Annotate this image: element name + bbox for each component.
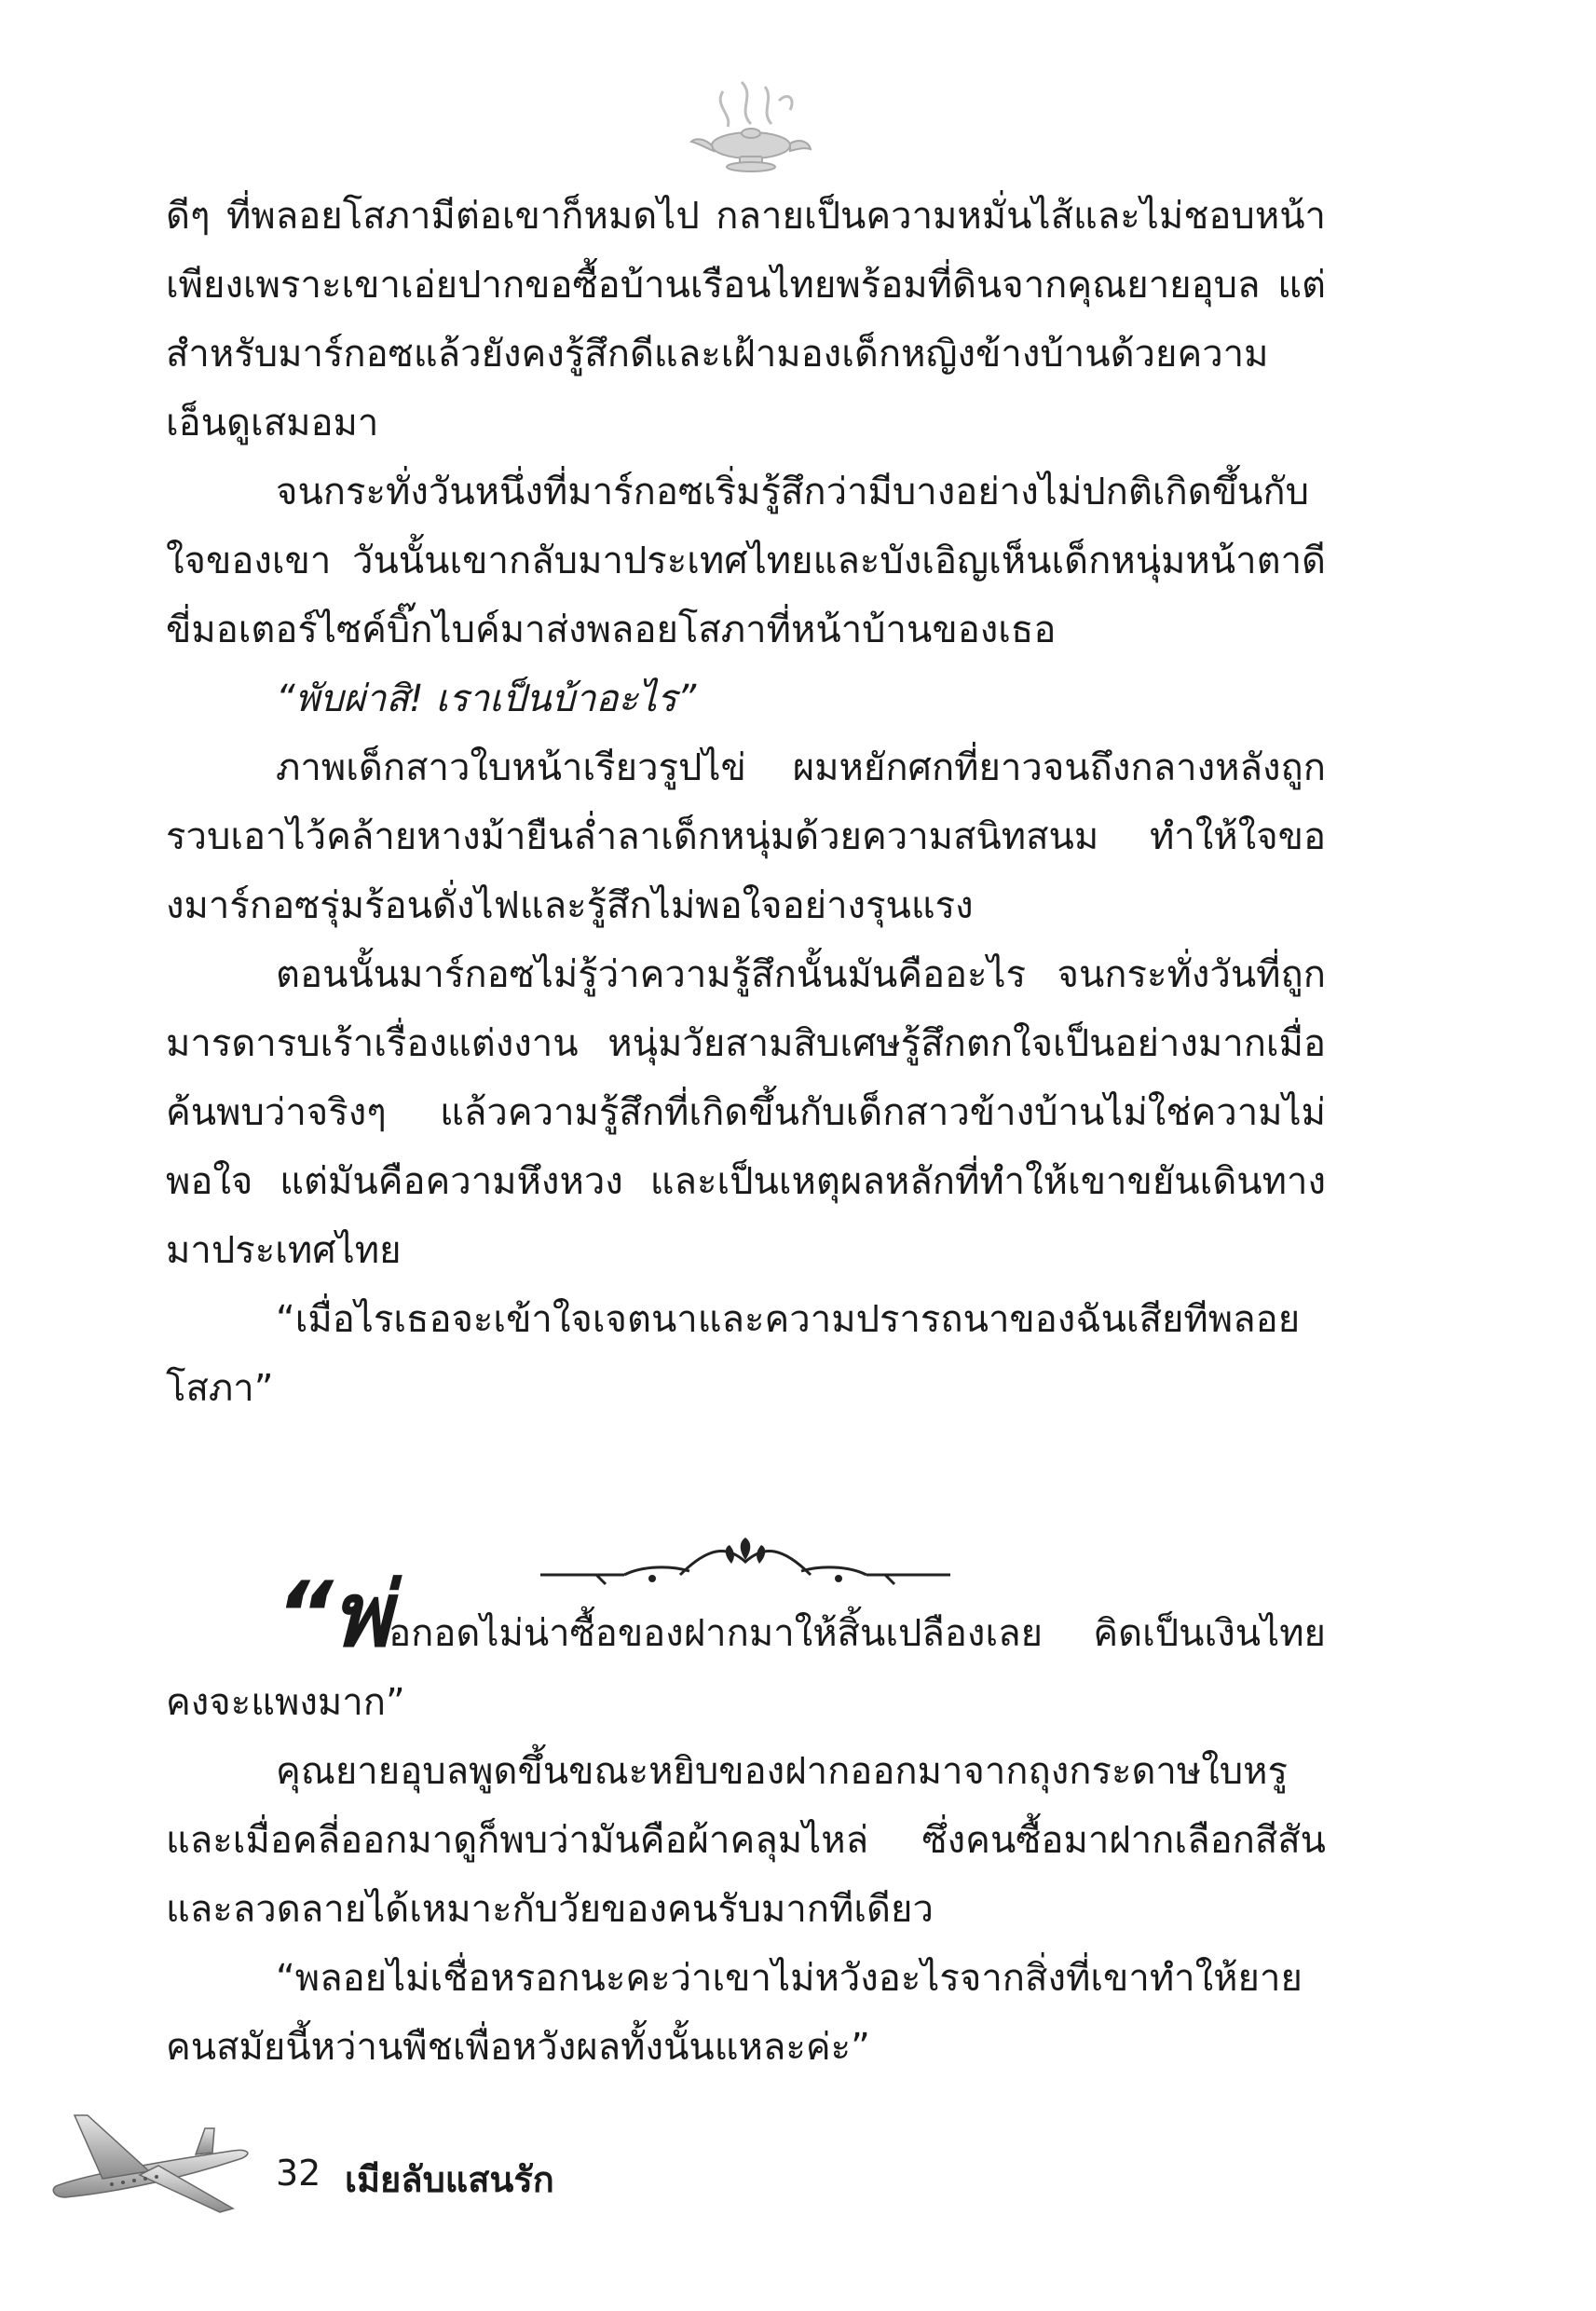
paragraph-2: จนกระทั่งวันหนึ่งที่มาร์กอซเริ่มรู้สึกว่ามีบางอย่างไม่ปกติเกิดขึ้นกับใจของเขา วันนั้นเขากลับมาประเทศไทยและบังเอิญเห็นเด็กหนุ่มหน้าตาดีขี่มอเตอร์ไซค์บิ๊กไบค์มาส่งพลอยโสภาที่หน้าบ้านของเธอ [166,471,1326,651]
genie-lamp-icon [686,73,816,175]
paragraph-3-quote: “พับผ่าสิ! เราเป็นบ้าอะไร” [276,677,697,720]
paragraph-9-quote: “พลอยไม่เชื่อหรอกนะคะว่าเขาไม่หวังอะไรจากสิ่งที่เขาทำให้ยายคนสมัยนี้หว่านพืชเพื่อหวังผลทั้งนั้นแหละค่ะ” [166,1957,1303,2069]
section-1-text [166,182,1326,1423]
section-2-text [166,1563,1326,2082]
paragraph-4: ภาพเด็กสาวใบหน้าเรียวรูปไข่ ผมหยักศกที่ยาวจนถึงกลางหลังถูกรวบเอาไว้คล้ายหางม้ายืนล่ำลาเด็กหนุ่มด้วยความสนิทสนม ทำให้ใจของมาร์กอซรุ่มร้อนดั่งไฟและรู้สึกไม่พอใจอย่างรุนแรง [166,746,1326,927]
paragraph-5: ตอนนั้นมาร์กอซไม่รู้ว่าความรู้สึกนั้นมันคืออะไร จนกระทั่งวันที่ถูกมารดารบเร้าเรื่องแต่งงาน หนุ่มวัยสามสิบเศษรู้สึกตกใจเป็นอย่างมากเมื่อค้นพบว่าจริงๆ แล้วความรู้สึกที่เกิดขึ้นกับเด็กสาวข้างบ้านไม่ใช่ความไม่พอใจ แต่มันคือความหึงหวง และเป็นเหตุผลหลักที่ทำให้เขาขยันเดินทางมาประเทศไทย [166,953,1326,1272]
airplane-icon [47,2097,261,2218]
drop-cap: “พ่ [276,1563,389,1667]
paragraph-6-quote: “เมื่อไรเธอจะเข้าใจเจตนาและความปรารถนาของฉันเสียทีพลอยโสภา” [166,1298,1301,1410]
page-footer [0,2097,1596,2227]
paragraph-7 [166,1563,1326,1737]
paragraph-8: คุณยายอุบลพูดขึ้นขณะหยิบของฝากออกมาจากถุงกระดาษใบหรูและเมื่อคลี่ออกมาดูก็พบว่ามันคือผ้าคลุมไหล่ ซึ่งคนซื้อมาฝากเลือกสีสันและลวดลายได้เหมาะกับวัยของคนรับมากทีเดียว [166,1750,1326,1931]
book-title: เมียลับแสนรัก [345,2159,554,2200]
paragraph-1: ดีๆ ที่พลอยโสภามีต่อเขาก็หมดไป กลายเป็นความหมั่นไส้และไม่ชอบหน้าเพียงเพราะเขาเอ่ยปากขอซื้อบ้านเรือนไทยพร้อมที่ดินจากคุณยายอุบล แต่สำหรับมาร์กอซแล้วยังคงรู้สึกดีและเฝ้ามองเด็กหญิงข้างบ้านด้วยความเอ็นดูเสมอมา [166,195,1326,444]
paragraph-7-rest: อกอดไม่น่าซื้อของฝากมาให้สิ้นเปลืองเลย คิดเป็นเงินไทยคงจะแพงมาก” [166,1612,1326,1724]
page-number: 32 [276,2153,321,2194]
